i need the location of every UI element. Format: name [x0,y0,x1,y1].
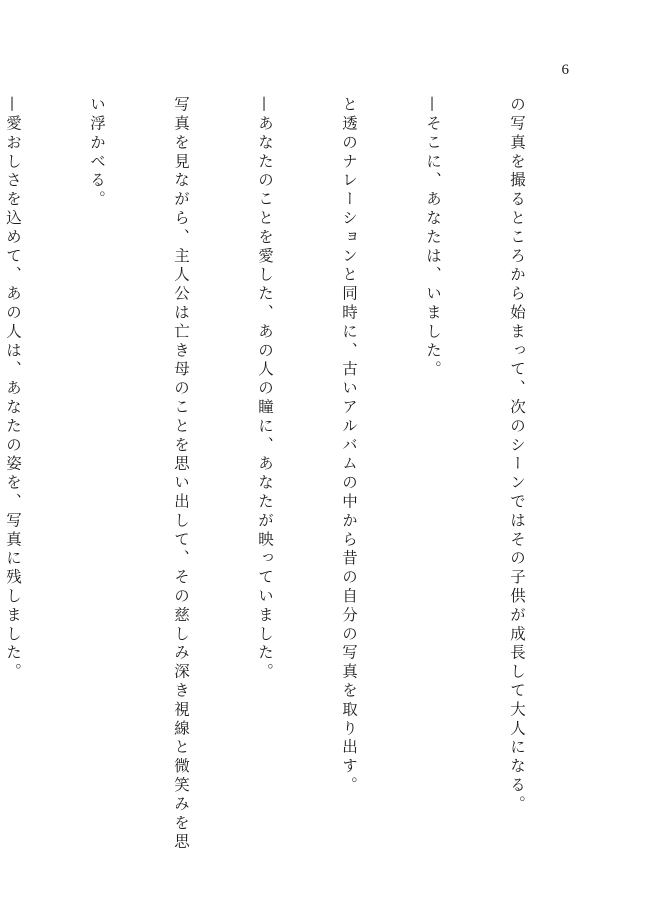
text-line: 写真を見ながら、主人公は亡き母のことを思い出して、その慈しみ深き視線と微笑みを思 [172,96,190,852]
page-number: 6 [561,62,569,78]
text-line: と透のナレーションと同時に、古いアルバムの中から昔の自分の写真を取り出す。 [340,96,358,796]
text-line: —愛おしさを込めて、あの人は、あなたの姿を、写真に残しました。 [4,96,22,682]
text-line: —そこに、あなたは、いました。 [424,96,442,380]
body-text [4,96,587,858]
text-line: の写真を撮るところから始まって、次のシーンではその子供が成長して大人になる。 [508,96,526,815]
text-line: い浮かべる。 [88,96,106,210]
text-line: —あなたのことを愛した、あの人の瞳に、あなたが映っていました。 [256,96,274,682]
